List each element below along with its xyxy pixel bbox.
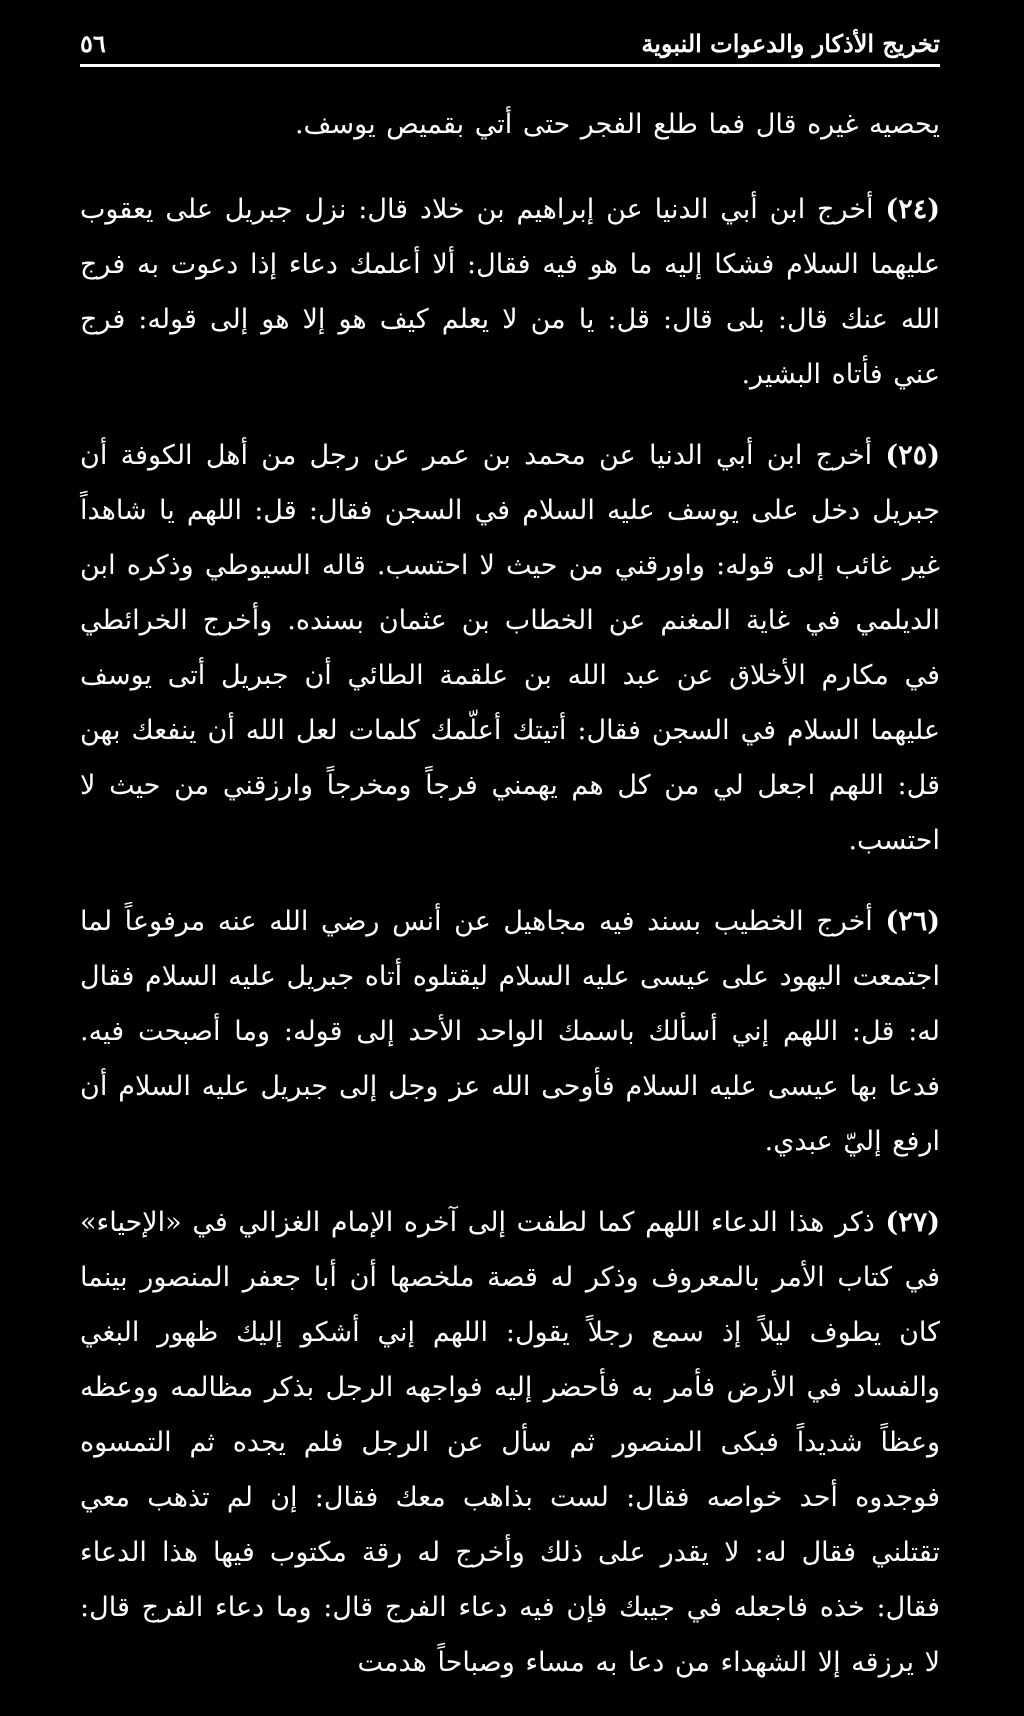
- paragraph-continuation: [80, 97, 940, 152]
- paragraph-number: (٢٦): [885, 906, 940, 937]
- page-number: ٥٦: [80, 29, 106, 58]
- paragraph-text: أخرج ابن أبي الدنيا عن محمد بن عمر عن رجل من أهل الكوفة أن جبريل دخل على يوسف عليه السلام في السجن فقال: قل: اللهم يا شاهداً غير غائب إلى قوله: واورقني من حيث لا احتسب. قاله السيوطي وذكره ابن الديلمي في غاية المغنم عن الخطاب بن عثمان بسنده. وأخرج الخرائطي في مكارم الأخلاق عن عبد الله بن علقمة الطائي أن جبريل أتى يوسف عليهما السلام في السجن فقال: أتيتك أعلّمك كلمات لعل الله أن ينفعك بهن قل: اللهم اجعل لي من كل هم يهمني فرجاً ومخرجاً وارزقني من حيث لا احتسب.: [80, 440, 940, 856]
- paragraph-text: أخرج الخطيب بسند فيه مجاهيل عن أنس رضي الله عنه مرفوعاً لما اجتمعت اليهود على عيسى عليه السلام ليقتلوه أتاه جبريل عليه السلام فقال له: قل: اللهم إني أسألك باسمك الواحد الأحد إلى قوله: وما أصبحت فيه. فدعا بها عيسى عليه السلام فأوحى الله عز وجل إلى جبريل عليه السلام أن ارفع إليّ عبدي.: [80, 906, 940, 1157]
- paragraph-26: [80, 894, 940, 1169]
- paragraph-25: [80, 428, 940, 868]
- page-header: [80, 18, 940, 67]
- paragraph-24: [80, 182, 940, 402]
- paragraph-27: [80, 1195, 940, 1690]
- paragraph-text: يحصيه غيره قال فما طلع الفجر حتى أتي بقميص يوسف.: [294, 109, 940, 140]
- paragraph-number: (٢٥): [885, 440, 940, 471]
- page-body: [80, 97, 940, 1690]
- paragraph-number: (٢٤): [885, 194, 940, 225]
- document-page: [80, 18, 940, 1716]
- running-title: تخريج الأذكار والدعوات النبوية: [641, 29, 940, 58]
- paragraph-text: ذكر هذا الدعاء اللهم كما لطفت إلى آخره الإمام الغزالي في «الإحياء» في كتاب الأمر بالمعروف وذكر له قصة ملخصها أن أبا جعفر المنصور بينما كان يطوف ليلاً إذ سمع رجلاً يقول: اللهم إني أشكو إليك ظهور البغي والفساد في الأرض فأمر به فأحضر إليه فواجهه الرجل بذكر مظالمه ووعظه وعظاً شديداً فبكى المنصور ثم سأل عن الرجل فلم يجده ثم التمسوه فوجدوه أحد خواصه فقال: لست بذاهب معك فقال: إن لم تذهب معي تقتلني فقال له: لا يقدر على ذلك وأخرج له رقة مكتوب فيها هذا الدعاء فقال: خذه فاجعله في جيبك فإن فيه دعاء الفرج قال: وما دعاء الفرج قال: لا يرزقه إلا الشهداء من دعا به مساء وصباحاً هدمت: [80, 1207, 940, 1678]
- paragraph-number: (٢٧): [885, 1207, 940, 1238]
- paragraph-text: أخرج ابن أبي الدنيا عن إبراهيم بن خلاد قال: نزل جبريل على يعقوب عليهما السلام فشكا إليه ما هو فيه فقال: ألا أعلمك دعاء إذا دعوت به فرج الله عنك قال: بلى قال: قل: يا من لا يعلم كيف هو إلا هو إلى قوله: فرج عني فأتاه البشير.: [80, 194, 940, 390]
